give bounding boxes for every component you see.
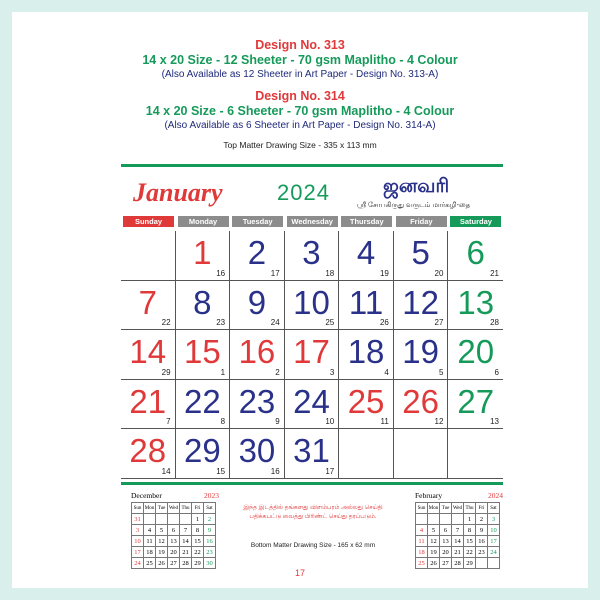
tamil-date-number: 17 bbox=[325, 466, 335, 476]
design-313-title: Design No. 313 bbox=[255, 38, 345, 52]
tamil-date-number: 10 bbox=[325, 417, 335, 427]
mini-day: 18 bbox=[416, 547, 428, 558]
weekday-monday: Monday bbox=[178, 216, 229, 227]
date-cell bbox=[121, 380, 176, 430]
mini-day bbox=[144, 514, 156, 525]
tamil-date-number: 26 bbox=[379, 318, 389, 328]
date-cell bbox=[230, 380, 285, 430]
mini-weekday: Thu bbox=[464, 503, 476, 514]
mini-weekday: Fri bbox=[192, 503, 204, 514]
date-number: 24 bbox=[293, 382, 330, 420]
date-cell bbox=[285, 380, 340, 430]
mini-day bbox=[156, 514, 168, 525]
mini-weekday: Fri bbox=[476, 503, 488, 514]
date-number: 21 bbox=[129, 382, 167, 420]
mini-weekday: Mon bbox=[144, 503, 156, 514]
mini-day bbox=[428, 514, 440, 525]
date-cell bbox=[176, 281, 231, 331]
tamil-date-number: 5 bbox=[438, 367, 444, 377]
tamil-date-number: 7 bbox=[166, 417, 171, 427]
weekday-header-row bbox=[121, 216, 503, 227]
date-number: 16 bbox=[238, 333, 276, 371]
date-cell bbox=[394, 231, 449, 281]
date-number: 12 bbox=[402, 283, 439, 321]
date-cell bbox=[339, 380, 394, 430]
mini-day: 28 bbox=[452, 558, 464, 569]
date-cell bbox=[176, 429, 231, 479]
mini-dec-year: 2023 bbox=[204, 491, 219, 500]
mini-weekday: Sat bbox=[204, 503, 216, 514]
date-number: 11 bbox=[348, 283, 384, 321]
top-matter-size: Top Matter Drawing Size - 335 x 113 mm bbox=[223, 140, 377, 150]
date-number: 2 bbox=[247, 234, 267, 271]
mini-day: 14 bbox=[180, 536, 192, 547]
weekday-saturday: Saturday bbox=[450, 216, 501, 227]
date-cell bbox=[339, 330, 394, 380]
bottom-rule bbox=[121, 482, 503, 485]
design-314-spec: 14 x 20 Size - 6 Sheeter - 70 gsm Maplitho - 4 Colour bbox=[145, 104, 455, 118]
tamil-date-number: 11 bbox=[380, 417, 389, 427]
mini-day: 3 bbox=[132, 525, 144, 536]
mini-weekday: Mon bbox=[428, 503, 440, 514]
weekday-sunday: Sunday bbox=[123, 216, 174, 227]
date-number: 20 bbox=[457, 333, 495, 371]
mini-day: 23 bbox=[476, 547, 488, 558]
mini-day: 21 bbox=[452, 547, 464, 558]
date-cell bbox=[121, 429, 176, 479]
tamil-date-number: 8 bbox=[220, 417, 226, 427]
date-number: 9 bbox=[247, 283, 267, 321]
date-cell bbox=[339, 231, 394, 281]
tamil-date-number: 18 bbox=[325, 268, 335, 278]
tamil-date-number: 4 bbox=[384, 367, 389, 377]
tamil-date-number: 2 bbox=[275, 367, 280, 377]
date-number: 14 bbox=[129, 333, 167, 371]
mini-day: 30 bbox=[204, 558, 216, 569]
mini-day: 12 bbox=[156, 536, 168, 547]
date-cell bbox=[121, 231, 176, 281]
date-number: 7 bbox=[138, 283, 157, 321]
date-cell bbox=[176, 231, 231, 281]
mini-day: 1 bbox=[192, 514, 204, 525]
mini-day: 17 bbox=[488, 536, 500, 547]
tamil-date-number: 6 bbox=[494, 367, 499, 377]
date-number: 29 bbox=[183, 432, 221, 470]
mini-day: 25 bbox=[144, 558, 156, 569]
year: 2024 bbox=[277, 180, 330, 205]
date-cell bbox=[394, 380, 449, 430]
date-cell bbox=[285, 330, 340, 380]
mini-weekday: Wed bbox=[452, 503, 464, 514]
tamil-date-number: 28 bbox=[490, 318, 499, 328]
date-number: 10 bbox=[293, 283, 330, 321]
mini-day: 20 bbox=[440, 547, 452, 558]
bottom-matter-size: Bottom Matter Drawing Size - 165 x 62 mm bbox=[250, 542, 376, 549]
tamil-date-number: 14 bbox=[161, 466, 171, 476]
mini-feb-table bbox=[415, 502, 500, 569]
tamil-date-number: 22 bbox=[161, 318, 171, 328]
date-number: 8 bbox=[193, 283, 212, 321]
mini-day: 31 bbox=[132, 514, 144, 525]
mini-day: 11 bbox=[144, 536, 156, 547]
mini-weekday: Tue bbox=[440, 503, 452, 514]
mini-day: 14 bbox=[452, 536, 464, 547]
date-cell bbox=[448, 429, 503, 479]
date-number: 1 bbox=[193, 234, 212, 271]
mini-day: 9 bbox=[204, 525, 216, 536]
mini-weekday: Sat bbox=[488, 503, 500, 514]
date-cell bbox=[285, 231, 340, 281]
tamil-date-number: 3 bbox=[329, 367, 335, 377]
mini-day: 27 bbox=[168, 558, 180, 569]
mini-day: 9 bbox=[476, 525, 488, 536]
date-number: 27 bbox=[457, 382, 495, 420]
mini-day: 11 bbox=[416, 536, 428, 547]
mini-day bbox=[440, 514, 452, 525]
date-number: 5 bbox=[411, 234, 430, 271]
tamil-date-number: 17 bbox=[270, 268, 280, 278]
date-number: 26 bbox=[402, 382, 439, 420]
mini-day bbox=[488, 558, 500, 569]
mini-day: 7 bbox=[452, 525, 464, 536]
mini-weekday: Thu bbox=[180, 503, 192, 514]
month-name: January bbox=[133, 178, 223, 207]
mini-day: 5 bbox=[156, 525, 168, 536]
mini-weekday: Sun bbox=[416, 503, 428, 514]
mini-day: 2 bbox=[204, 514, 216, 525]
page bbox=[12, 12, 588, 588]
design-313-spec: 14 x 20 Size - 12 Sheeter - 70 gsm Maplitho - 4 Colour bbox=[142, 53, 458, 67]
date-number: 4 bbox=[356, 234, 376, 271]
date-number: 18 bbox=[347, 333, 385, 371]
date-cell bbox=[339, 281, 394, 331]
date-cell bbox=[339, 429, 394, 479]
date-number: 25 bbox=[347, 382, 385, 420]
mini-day: 4 bbox=[416, 525, 428, 536]
tamil-date-number: 20 bbox=[434, 268, 444, 278]
tamil-date-number: 9 bbox=[275, 417, 280, 427]
date-number: 6 bbox=[466, 234, 485, 271]
mini-day: 26 bbox=[156, 558, 168, 569]
date-number: 31 bbox=[293, 432, 330, 470]
mini-day: 18 bbox=[144, 547, 156, 558]
mini-day: 8 bbox=[192, 525, 204, 536]
mini-day: 15 bbox=[192, 536, 204, 547]
mini-calendar-february bbox=[415, 491, 503, 569]
mini-day: 15 bbox=[464, 536, 476, 547]
tamil-year-subtitle: ஸ்ரீ சோபகிருது வருடம் மார்கழி-தை bbox=[357, 202, 471, 209]
mini-day: 10 bbox=[132, 536, 144, 547]
mini-day bbox=[168, 514, 180, 525]
mini-day: 23 bbox=[204, 547, 216, 558]
date-cell bbox=[394, 281, 449, 331]
date-number: 30 bbox=[238, 432, 276, 470]
mini-day: 1 bbox=[464, 514, 476, 525]
date-cell bbox=[394, 429, 449, 479]
date-cell bbox=[121, 281, 176, 331]
top-rule bbox=[121, 164, 503, 167]
design-314-note: (Also Available as 6 Sheeter in Art Paper - Design No. 314-A) bbox=[164, 120, 436, 131]
mini-day: 2 bbox=[476, 514, 488, 525]
date-number: 3 bbox=[302, 234, 321, 271]
mini-weekday: Tue bbox=[156, 503, 168, 514]
tamil-date-number: 25 bbox=[325, 318, 335, 328]
mini-dec-table bbox=[131, 502, 216, 569]
mini-day: 3 bbox=[488, 514, 500, 525]
mini-day: 6 bbox=[440, 525, 452, 536]
mini-day bbox=[452, 514, 464, 525]
weekday-friday: Friday bbox=[396, 216, 447, 227]
mini-day: 12 bbox=[428, 536, 440, 547]
date-cell bbox=[285, 429, 340, 479]
mini-day: 22 bbox=[192, 547, 204, 558]
mini-weekday: Sun bbox=[132, 503, 144, 514]
tamil-date-number: 12 bbox=[434, 417, 444, 427]
date-number: 13 bbox=[457, 283, 495, 321]
tamil-date-number: 21 bbox=[490, 268, 499, 278]
date-cell bbox=[285, 281, 340, 331]
date-number: 28 bbox=[129, 432, 167, 470]
mini-day: 5 bbox=[428, 525, 440, 536]
mini-day: 4 bbox=[144, 525, 156, 536]
tamil-date-number: 19 bbox=[379, 268, 389, 278]
tamil-date-number: 23 bbox=[216, 318, 226, 328]
tamil-date-number: 27 bbox=[434, 318, 444, 328]
mini-weekday: Wed bbox=[168, 503, 180, 514]
mini-day bbox=[476, 558, 488, 569]
date-cell bbox=[230, 281, 285, 331]
mini-day: 25 bbox=[416, 558, 428, 569]
mini-day: 17 bbox=[132, 547, 144, 558]
tamil-date-number: 1 bbox=[220, 367, 226, 377]
date-cell bbox=[448, 231, 503, 281]
mini-dec-month: December bbox=[131, 491, 162, 500]
mini-day bbox=[180, 514, 192, 525]
calendar-sheet bbox=[121, 164, 503, 572]
weekday-wednesday: Wednesday bbox=[287, 216, 338, 227]
tamil-date-number: 16 bbox=[270, 466, 280, 476]
mini-day: 16 bbox=[476, 536, 488, 547]
mini-day: 19 bbox=[428, 547, 440, 558]
mini-day: 16 bbox=[204, 536, 216, 547]
date-cell bbox=[176, 330, 231, 380]
weekday-thursday: Thursday bbox=[341, 216, 392, 227]
tamil-date-number: 16 bbox=[216, 268, 226, 278]
mini-calendar-december bbox=[131, 491, 219, 569]
mini-day: 19 bbox=[156, 547, 168, 558]
mini-day: 7 bbox=[180, 525, 192, 536]
date-number: 22 bbox=[183, 382, 221, 420]
date-cell bbox=[448, 330, 503, 380]
mini-day: 6 bbox=[168, 525, 180, 536]
date-number: 17 bbox=[293, 333, 330, 371]
mini-day: 24 bbox=[132, 558, 144, 569]
mini-day: 27 bbox=[440, 558, 452, 569]
design-314-title: Design No. 314 bbox=[255, 89, 345, 103]
date-number: 19 bbox=[402, 333, 439, 371]
mini-feb-month: February bbox=[415, 491, 443, 500]
date-cell bbox=[176, 380, 231, 430]
tamil-date-number: 24 bbox=[270, 318, 280, 328]
tamil-date-number: 13 bbox=[490, 417, 499, 427]
date-cell bbox=[448, 380, 503, 430]
mini-day: 24 bbox=[488, 547, 500, 558]
design-313-note: (Also Available as 12 Sheeter in Art Paper - Design No. 313-A) bbox=[161, 69, 439, 80]
mini-day: 29 bbox=[192, 558, 204, 569]
date-number: 23 bbox=[238, 382, 276, 420]
tamil-month-name: ஜனவரி bbox=[383, 176, 450, 197]
mini-feb-year: 2024 bbox=[488, 491, 503, 500]
tamil-date-number: 15 bbox=[216, 466, 226, 476]
tamil-date-number: 29 bbox=[161, 367, 171, 377]
mini-day: 20 bbox=[168, 547, 180, 558]
date-cell bbox=[230, 231, 285, 281]
date-cell bbox=[394, 330, 449, 380]
date-grid bbox=[121, 231, 503, 479]
mini-day: 26 bbox=[428, 558, 440, 569]
weekday-tuesday: Tuesday bbox=[232, 216, 283, 227]
mini-day bbox=[416, 514, 428, 525]
mini-day: 10 bbox=[488, 525, 500, 536]
mini-day: 21 bbox=[180, 547, 192, 558]
mini-day: 29 bbox=[464, 558, 476, 569]
date-cell bbox=[230, 330, 285, 380]
tamil-ad-note: இந்த இடத்தில் தங்களது விளம்பரம் அல்லது செய்தி பதிக்கபட்டு வைத்து பிரிண்ட் செய்து தரப்படும். bbox=[243, 505, 383, 520]
mini-day: 22 bbox=[464, 547, 476, 558]
mini-day: 8 bbox=[464, 525, 476, 536]
mini-day: 28 bbox=[180, 558, 192, 569]
date-cell bbox=[230, 429, 285, 479]
page-number: 17 bbox=[294, 568, 305, 578]
date-number: 15 bbox=[183, 333, 221, 371]
mini-day: 13 bbox=[168, 536, 180, 547]
date-cell bbox=[121, 330, 176, 380]
mini-day: 13 bbox=[440, 536, 452, 547]
date-cell bbox=[448, 281, 503, 331]
